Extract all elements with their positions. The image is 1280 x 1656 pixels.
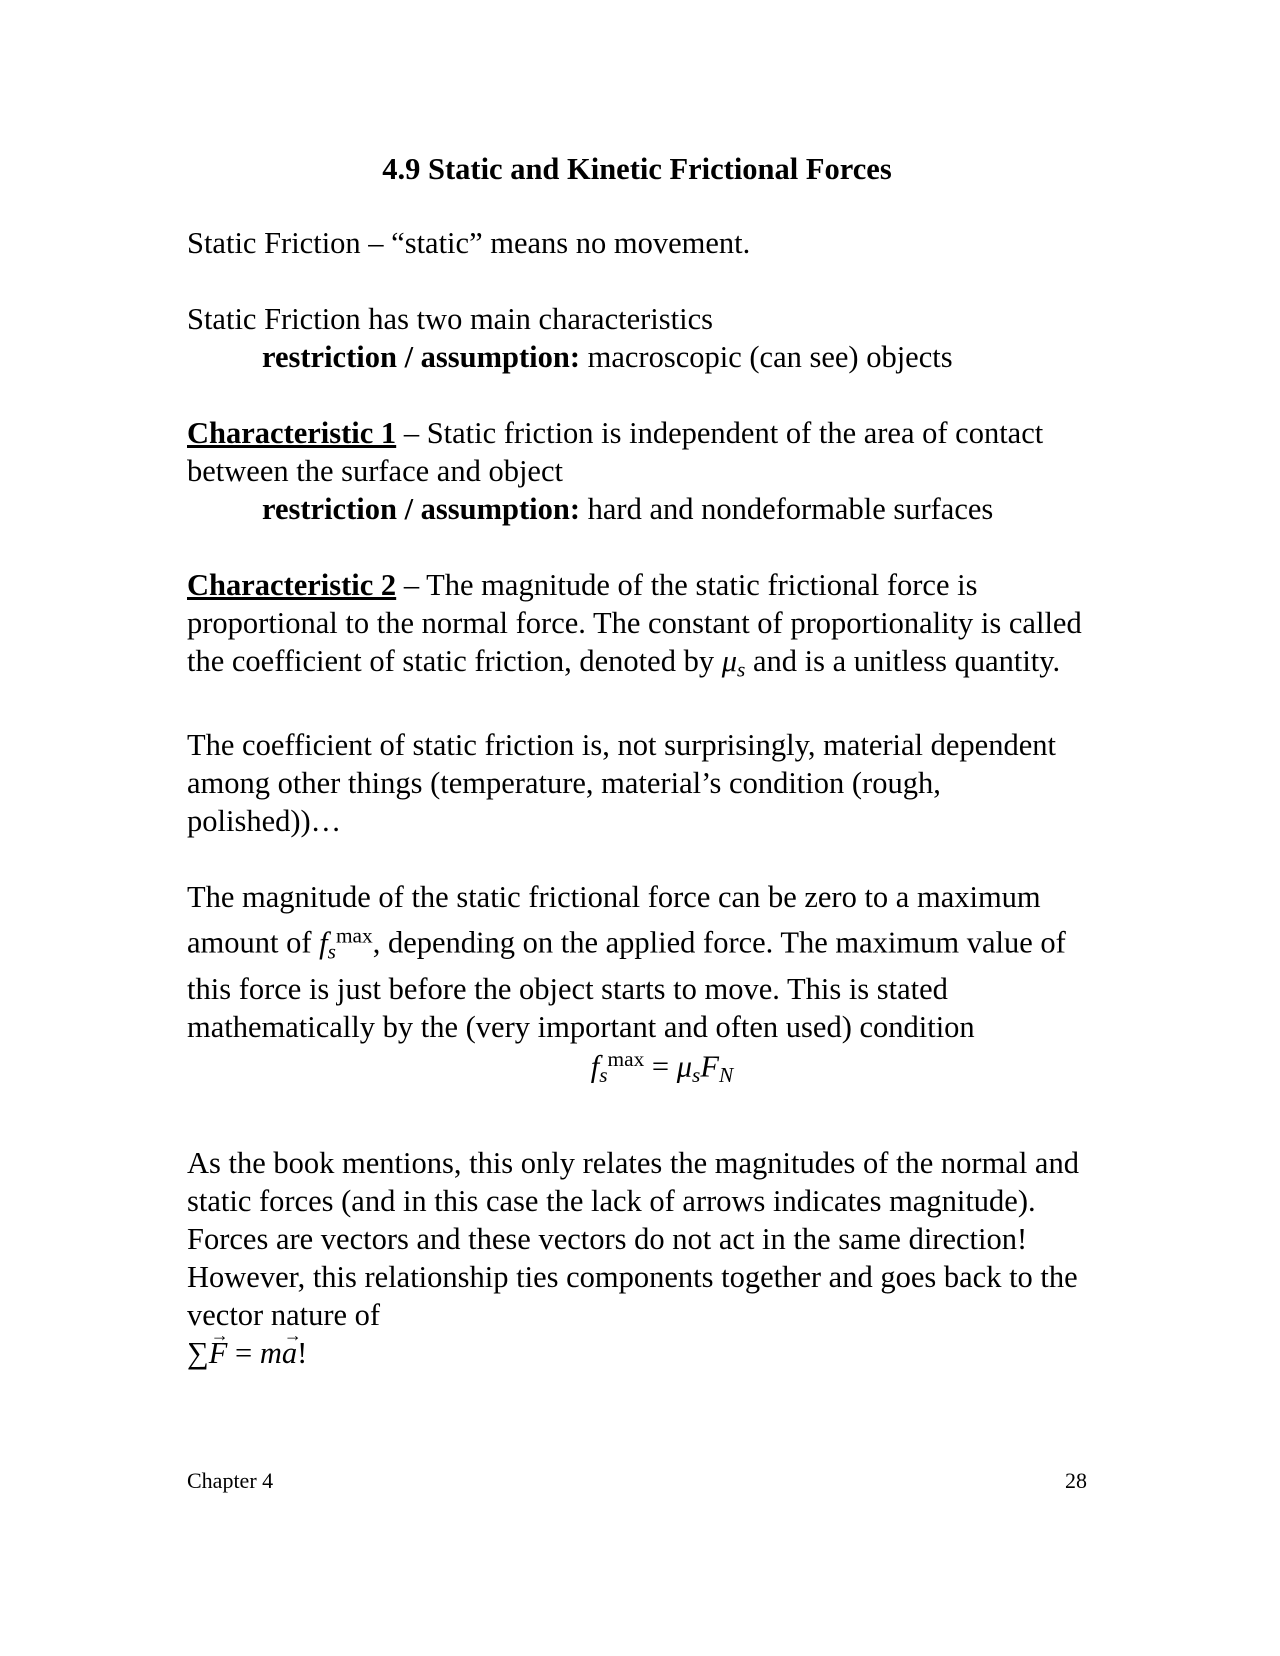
restriction-line-1 bbox=[187, 338, 1087, 376]
restriction-label: restriction / assumption: bbox=[262, 340, 580, 374]
characteristic-2 bbox=[187, 566, 1087, 688]
friction-equation: $f_s^{max} = \mu_sF_N$ bbox=[590, 1047, 734, 1088]
newton-second-law: ∑→ F = m→ a! bbox=[187, 1336, 307, 1370]
f-s-max-symbol: $f_s^{max}$ bbox=[319, 923, 373, 964]
restriction-line-2 bbox=[187, 490, 1087, 528]
characteristic-1-heading: Characteristic 1 bbox=[187, 416, 397, 450]
restriction-text: macroscopic (can see) objects bbox=[587, 340, 953, 374]
restriction-label: restriction / assumption: bbox=[262, 492, 580, 526]
mu-s-symbol: $\mu_s$ bbox=[721, 644, 746, 682]
document-page bbox=[187, 150, 1087, 1410]
page-number: 28 bbox=[1065, 1468, 1087, 1493]
characteristic-2-heading: Characteristic 2 bbox=[187, 568, 397, 602]
characteristics-intro bbox=[187, 300, 1087, 376]
magnitude-text-a: The magnitude of the static frictional force can be zero to a maximum amount of bbox=[187, 880, 1041, 960]
characteristics-intro-text: Static Friction has two main characteristics bbox=[187, 302, 713, 336]
chapter-label: Chapter 4 bbox=[187, 1468, 274, 1493]
magnitude-paragraph bbox=[187, 878, 1087, 1046]
static-friction-intro: Static Friction – “static” means no movement. bbox=[187, 226, 751, 260]
book-text: As the book mentions, this only relates the magnitudes of the normal and static forces (and in this case the lack of arrows indicates magnitude). Forces are vectors and these vectors do not act in the same direction! However, this relationship ties components together and goes back to the vector nature of bbox=[187, 1146, 1079, 1333]
characteristic-2-text-a: – The magnitude of the static frictional force is proportional to the normal force. The constant of proportionality is called the coefficient of static friction, denoted by bbox=[187, 568, 1082, 678]
book-paragraph bbox=[187, 1144, 1087, 1372]
characteristic-2-text-b: and is a unitless quantity. bbox=[752, 644, 1061, 678]
characteristic-1 bbox=[187, 414, 1087, 528]
characteristic-1-text: – Static friction is independent of the area of contact between the surface and object bbox=[187, 416, 1044, 488]
magnitude-text-b: , depending on the applied force. The maximum value of this force is just before the object starts to move. This is stated mathematically by the (very important and often used) condition bbox=[187, 926, 1066, 1045]
restriction-text: hard and nondeformable surfaces bbox=[587, 492, 994, 526]
section-title: 4.9 Static and Kinetic Frictional Forces bbox=[382, 152, 892, 186]
coefficient-paragraph: The coefficient of static friction is, not surprisingly, material dependent among other things (temperature, material’s condition (rough, polished))… bbox=[187, 728, 1056, 839]
